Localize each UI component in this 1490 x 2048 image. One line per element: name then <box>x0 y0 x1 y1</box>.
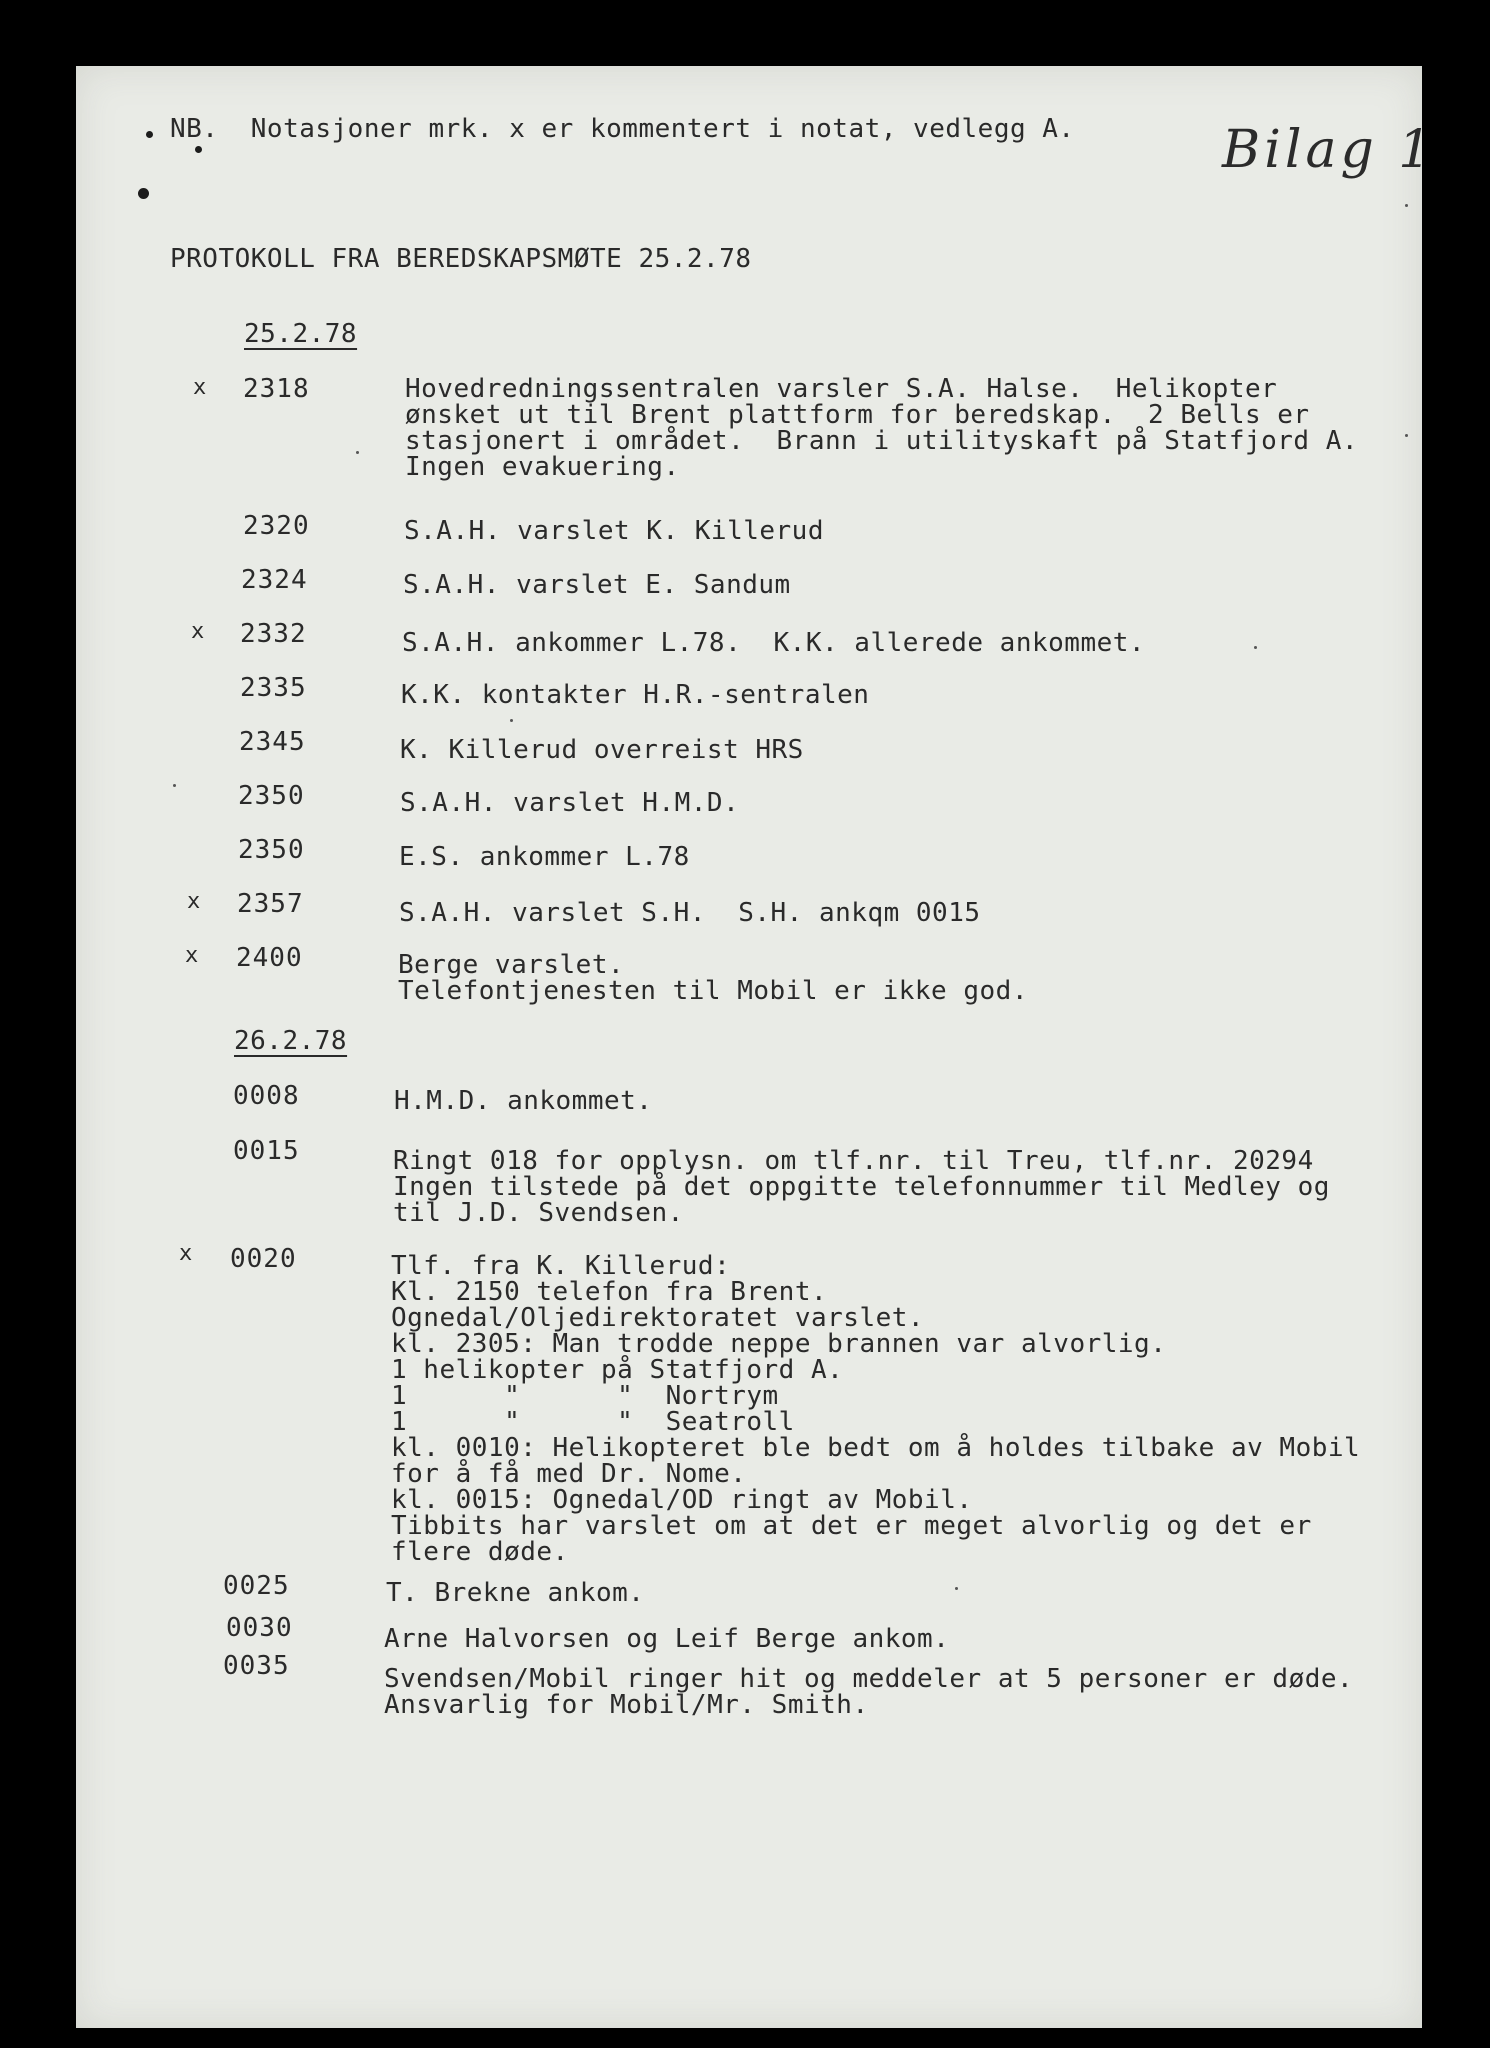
entry-text: Arne Halvorsen og Leif Berge ankom. <box>384 1624 950 1654</box>
speck <box>955 1587 958 1590</box>
entry-text: H.M.D. ankommet. <box>394 1086 653 1116</box>
entry-mark: x <box>185 943 199 968</box>
speck <box>1405 204 1408 207</box>
entry-text: E.S. ankommer L.78 <box>399 842 690 872</box>
entry-text: Berge varslet. Telefontjenesten til Mobil er ikke god. <box>398 950 1028 1006</box>
entry-text: Hovedredningssentralen varsler S.A. Halse. Helikopter ønsket ut til Brent plattform for beredskap. 2 Bells er stasjonert i området. Brann i utilityskaft på Statfjord A. Ingen evakuering. <box>405 374 1359 482</box>
entry-text: Ringt 018 for opplysn. om tlf.nr. til Treu, tlf.nr. 20294 Ingen tilstede på det oppgitte telefonnummer til Medley og til J.D. Svendsen. <box>393 1146 1330 1228</box>
entry-text: K.K. kontakter H.R.-sentralen <box>401 680 870 710</box>
entry-time: 0035 <box>223 1651 290 1681</box>
entry-time: 2318 <box>243 374 310 404</box>
entry-time: 2332 <box>240 619 307 649</box>
entry-mark: x <box>187 889 201 914</box>
speck <box>173 784 176 787</box>
entry-time: 2324 <box>241 565 308 595</box>
entry-time: 0025 <box>223 1571 290 1601</box>
entry-time: 0008 <box>233 1081 300 1111</box>
header-note: NB. Notasjoner mrk. x er kommentert i notat, vedlegg A. <box>170 114 1075 144</box>
entry-time: 2350 <box>238 835 305 865</box>
punch-mark <box>195 146 202 153</box>
entry-time: 2320 <box>243 511 310 541</box>
entry-text: S.A.H. ankommer L.78. K.K. allerede ankommet. <box>402 628 1146 658</box>
entry-text: S.A.H. varslet E. Sandum <box>403 570 791 600</box>
entry-time: 0030 <box>226 1613 293 1643</box>
section-date: 25.2.78 <box>244 319 358 349</box>
document-title: PROTOKOLL FRA BEREDSKAPSMØTE 25.2.78 <box>170 244 752 274</box>
entry-time: 2357 <box>237 889 304 919</box>
speck <box>510 719 513 722</box>
entry-time: 2345 <box>239 727 306 757</box>
punch-mark <box>138 188 149 199</box>
entry-mark: x <box>179 1241 193 1266</box>
section-date: 26.2.78 <box>234 1026 348 1056</box>
entry-time: 2350 <box>238 781 305 811</box>
speck <box>356 451 359 454</box>
speck <box>1405 434 1408 437</box>
entry-text: T. Brekne ankom. <box>386 1578 645 1608</box>
entry-text: S.A.H. varslet K. Killerud <box>404 516 824 546</box>
entry-mark: x <box>191 619 205 644</box>
entry-text: K. Killerud overreist HRS <box>400 735 804 765</box>
entry-time: 0015 <box>233 1136 300 1166</box>
entry-time: 2335 <box>240 673 307 703</box>
entry-text: Svendsen/Mobil ringer hit og meddeler at 5 personer er døde. Ansvarlig for Mobil/Mr. Smith. <box>384 1664 1354 1720</box>
handwritten-label: Bilag 1 <box>1222 120 1436 180</box>
punch-mark <box>146 131 153 138</box>
entry-text: Tlf. fra K. Killerud: Kl. 2150 telefon fra Brent. Ognedal/Oljedirektoratet varslet. kl. 2305: Man trodde neppe brannen var alvorlig. 1 helikopter på Statfjord A. 1 " " Nortrym 1 " " Seatroll kl. 0010: Helikopteret ble bedt om å holdes tilbake av Mobil for å få med Dr. Nome. kl. 0015: Ognedal/OD ringt av Mobil. Tibbits har varslet om at det er meget alvorlig og det er flere døde. <box>391 1251 1361 1567</box>
entry-text: S.A.H. varslet S.H. S.H. ankqm 0015 <box>399 898 981 928</box>
speck <box>1254 646 1257 649</box>
entry-time: 0020 <box>230 1244 297 1274</box>
entry-mark: x <box>193 375 207 400</box>
entry-text: S.A.H. varslet H.M.D. <box>400 788 740 818</box>
entry-time: 2400 <box>236 943 303 973</box>
